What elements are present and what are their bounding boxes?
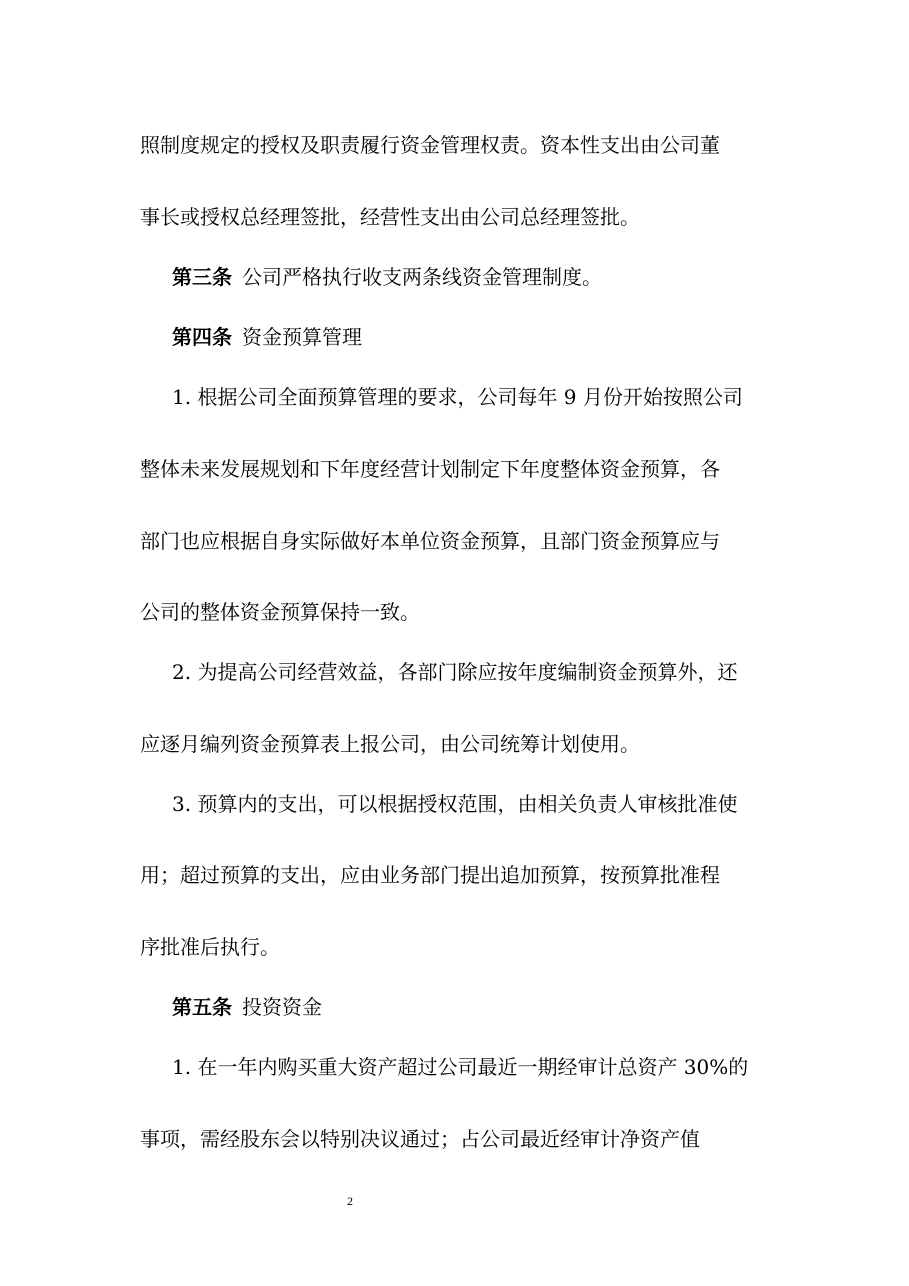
article-4-item-1-line: 公司的整体资金预算保持一致。 bbox=[140, 600, 420, 624]
article-5-label: 第五条 bbox=[172, 995, 232, 1019]
article-3 bbox=[172, 263, 602, 291]
paragraph-line: 照制度规定的授权及职责履行资金管理权责。资本性支出由公司董 bbox=[140, 133, 720, 157]
article-4-item-3-line: 序批准后执行。 bbox=[140, 935, 280, 959]
article-5-item-1-line: 1. 在一年内购买重大资产超过公司最近一期经审计总资产 30%的 bbox=[172, 1055, 749, 1079]
article-4-item-3-line: 3. 预算内的支出，可以根据授权范围，由相关负责人审核批准使 bbox=[172, 792, 738, 816]
article-5-text: 投资资金 bbox=[242, 995, 322, 1019]
article-4-label: 第四条 bbox=[172, 325, 232, 349]
article-3-label: 第三条 bbox=[172, 265, 232, 289]
page-number: 2 bbox=[347, 1194, 353, 1208]
article-4-text: 资金预算管理 bbox=[242, 325, 362, 349]
article-4-item-1-line: 整体未来发展规划和下年度经营计划制定下年度整体资金预算，各 bbox=[140, 457, 720, 481]
article-4 bbox=[172, 323, 362, 351]
article-4-item-2-line: 应逐月编列资金预算表上报公司，由公司统筹计划使用。 bbox=[140, 732, 640, 756]
article-5-item-1-line: 事项，需经股东会以特别决议通过；占公司最近经审计净资产值 bbox=[140, 1127, 700, 1151]
article-5 bbox=[172, 993, 322, 1021]
article-4-item-3-line: 用；超过预算的支出，应由业务部门提出追加预算，按预算批准程 bbox=[140, 863, 720, 887]
article-4-item-1-line: 部门也应根据自身实际做好本单位资金预算，且部门资金预算应与 bbox=[140, 529, 720, 553]
article-4-item-2-line: 2. 为提高公司经营效益，各部门除应按年度编制资金预算外，还 bbox=[172, 660, 738, 684]
paragraph-line: 事长或授权总经理签批，经营性支出由公司总经理签批。 bbox=[140, 205, 640, 229]
article-4-item-1-line: 1. 根据公司全面预算管理的要求，公司每年 9 月份开始按照公司 bbox=[172, 385, 743, 409]
article-3-text: 公司严格执行收支两条线资金管理制度。 bbox=[242, 265, 602, 289]
